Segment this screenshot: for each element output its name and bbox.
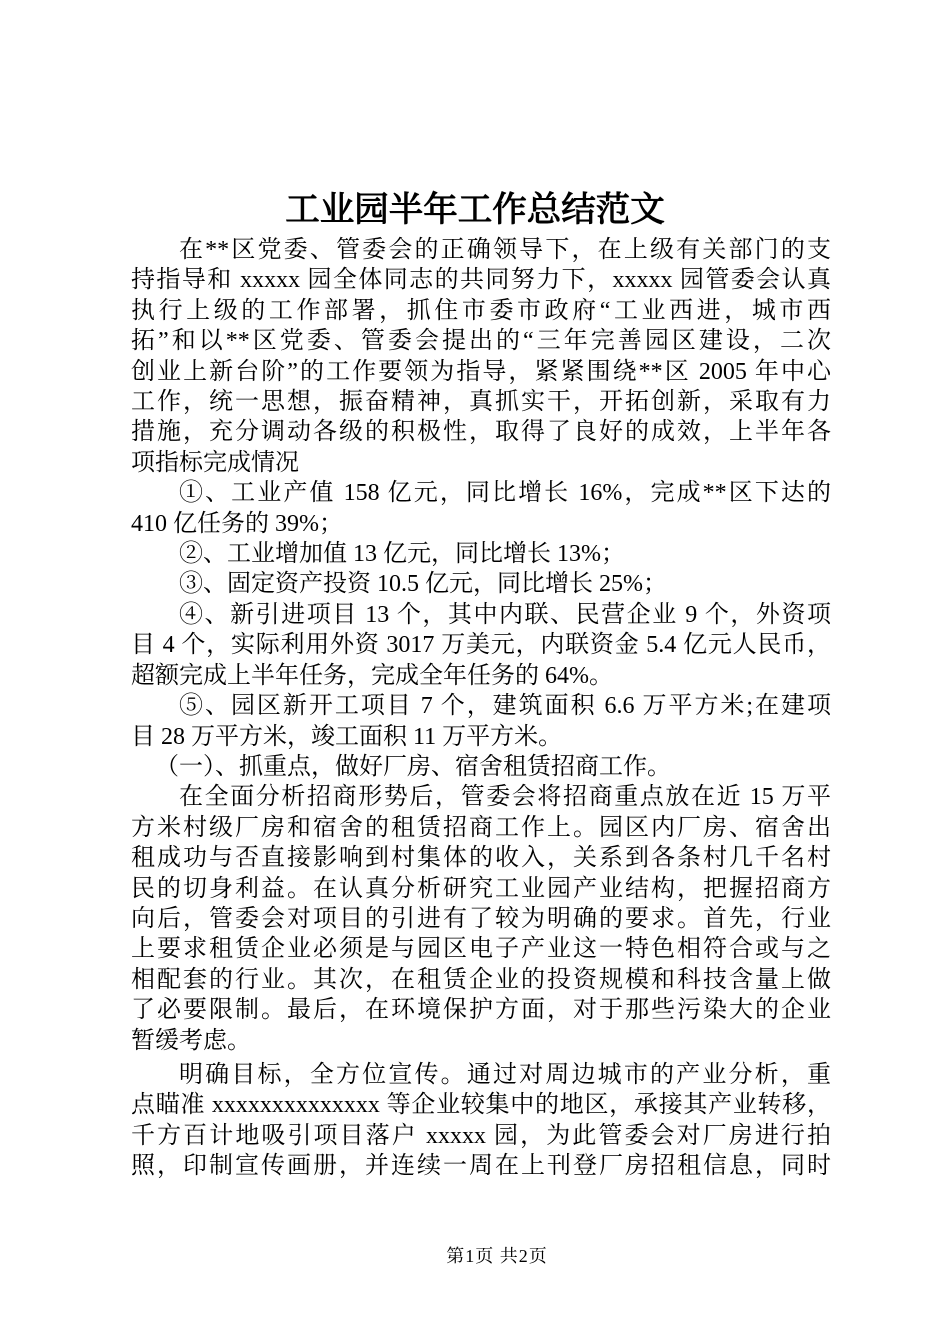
text-line: 工作，统一思想，振奋精神，真抓实干，开拓创新，采取有力: [131, 389, 831, 416]
indicator-projects-paragraph: [131, 600, 831, 691]
text-line: 租成功与否直接影响到村集体的收入，关系到各条村几千名村: [131, 845, 831, 872]
text-line: 措施，充分调动各级的积极性，取得了良好的成效，上半年各: [131, 419, 831, 446]
text-line: 向后，管委会对项目的引进有了较为明确的要求。首先，行业: [131, 905, 831, 932]
section-heading-text: （一）、抓重点，做好厂房、宿舍租赁招商工作。: [155, 753, 671, 780]
text-line: ③、固定资产投资 10.5 亿元，同比增长 25%；: [179, 571, 667, 598]
text-line: 执行上级的工作部署，抓住市委市政府“工业西进，城市西: [131, 297, 831, 324]
leasing-paragraph: [131, 782, 831, 1056]
text-line: 项指标完成情况: [131, 449, 299, 476]
indicator-construction-paragraph: [131, 691, 831, 752]
text-line: 目 4 个，实际利用外资 3017 万美元，内联资金 5.4 亿元人民币，: [131, 632, 831, 659]
text-line: 方米村级厂房和宿舍的租赁招商工作上。园区内厂房、宿舍出: [131, 814, 831, 841]
text-line: 持指导和 xxxxx 园全体同志的共同努力下，xxxxx 园管委会认真: [131, 267, 831, 294]
text-line: 暂缓考虑。: [131, 1027, 251, 1054]
text-line: 相配套的行业。其次，在租赁企业的投资规模和科技含量上做: [131, 966, 831, 993]
text-line: 千方百计地吸引项目落户 xxxxx 园，为此管委会对厂房进行拍: [131, 1122, 831, 1149]
indicator-investment-paragraph: [131, 569, 831, 599]
text-line: 410 亿任务的 39%；: [131, 510, 343, 537]
text-line: 明确目标，全方位宣传。通过对周边城市的产业分析，重: [179, 1061, 831, 1088]
text-line: 了必要限制。最后，在环境保护方面，对于那些污染大的企业: [131, 997, 831, 1024]
indicator-output-paragraph: [131, 478, 831, 539]
text-line: ②、工业增加值 13 亿元，同比增长 13%；: [179, 541, 625, 568]
intro-paragraph: [131, 235, 831, 478]
text-line: 超额完成上半年任务，完成全年任务的 64%。: [131, 662, 613, 689]
text-line: 上要求租赁企业必须是与园区电子产业这一特色相符合或与之: [131, 936, 831, 963]
page-footer: 第1页 共2页: [446, 1246, 548, 1266]
indicator-added-value-paragraph: [131, 539, 831, 569]
section-heading-1: [131, 752, 831, 782]
text-line: 在全面分析招商形势后，管委会将招商重点放在近 15 万平: [179, 784, 831, 811]
text-line: 照，印制宣传画册，并连续一周在上刊登厂房招租信息，同时: [131, 1153, 831, 1180]
text-line: ①、工业产值 158 亿元，同比增长 16%，完成**区下达的: [179, 480, 831, 507]
text-line: 拓”和以**区党委、管委会提出的“三年完善园区建设，二次: [131, 328, 831, 355]
text-line: ④、新引进项目 13 个，其中内联、民营企业 9 个，外资项: [179, 601, 831, 628]
document-body: [131, 235, 831, 1182]
promotion-paragraph: [131, 1060, 831, 1182]
text-line: 目 28 万平方米，竣工面积 11 万平方米。: [131, 723, 563, 750]
text-line: 点瞄准 xxxxxxxxxxxxxx 等企业较集中的地区，承接其产业转移，: [131, 1092, 831, 1119]
text-line: 创业上新台阶”的工作要领为指导，紧紧围绕**区 2005 年中心: [131, 358, 831, 385]
document-title: 工业园半年工作总结范文: [285, 191, 665, 229]
text-line: 在**区党委、管委会的正确领导下，在上级有关部门的支: [179, 237, 831, 263]
text-line: 民的切身利益。在认真分析研究工业园产业结构，把握招商方: [131, 875, 831, 902]
text-line: ⑤、园区新开工项目 7 个，建筑面积 6.6 万平方米;在建项: [179, 693, 831, 720]
